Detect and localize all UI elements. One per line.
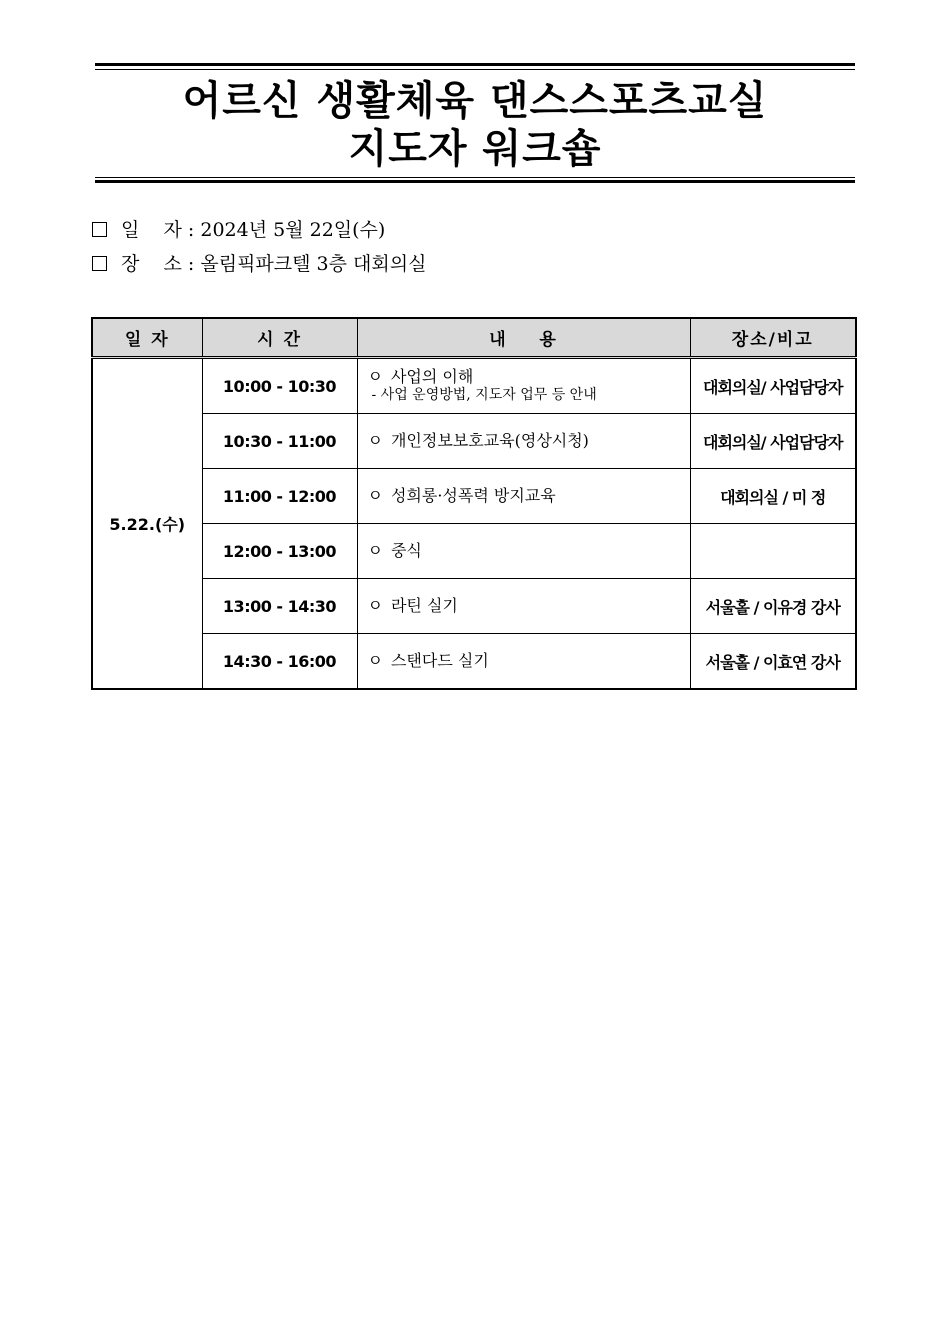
place-cell: 서울홀 / 이효연 강사 [690,634,856,690]
content-cell [357,634,690,690]
place-cell: 대회의실 / 미 정 [690,469,856,524]
table-row [92,358,856,414]
bullet-icon: ㅇ [367,367,383,386]
place-cell: 대회의실/ 사업담당자 [690,358,856,414]
content-text: 중식 [390,541,422,560]
header-date: 일 자 [92,318,202,358]
info-separator: : [187,253,195,275]
content-text: 개인정보보호교육(영상시청) [390,431,589,450]
bullet-icon: ㅇ [367,486,383,505]
content-cell [357,469,690,524]
title-block [95,63,855,185]
schedule-table [91,317,857,690]
bullet-icon: ㅇ [367,596,383,615]
table-row [92,524,856,579]
content-text: 사업의 이해 [390,367,474,386]
content-sub-text: - 사업 운영방법, 지도자 업무 등 안내 [371,387,597,403]
time-cell: 10:30 - 11:00 [202,414,357,469]
bullet-icon: ㅇ [367,651,383,670]
title-rule-top [95,63,855,66]
time-cell: 13:00 - 14:30 [202,579,357,634]
table-row [92,634,856,690]
table-row [92,579,856,634]
bullet-icon: ㅇ [367,431,383,450]
info-place [92,251,426,277]
place-cell: 대회의실/ 사업담당자 [690,414,856,469]
info-separator: : [187,219,195,241]
content-text: 스탠다드 실기 [390,651,489,670]
table-row [92,469,856,524]
bullet-icon: ㅇ [367,541,383,560]
checkbox-icon [92,256,107,271]
time-cell: 11:00 - 12:00 [202,469,357,524]
content-text: 라틴 실기 [390,596,458,615]
info-place-value: 올림픽파크텔 3층 대회의실 [200,253,427,275]
info-place-label: 장 소 [121,253,182,275]
page-title-line-1: 어르신 생활체육 댄스스포츠교실 [182,78,768,124]
info-date-value: 2024년 5월 22일(수) [200,219,386,241]
info-date [92,217,385,243]
content-text: 성희롱·성폭력 방지교육 [390,486,556,505]
header-time: 시 간 [202,318,357,358]
time-cell: 14:30 - 16:00 [202,634,357,690]
table-row [92,414,856,469]
checkbox-icon [92,222,107,237]
time-cell: 10:00 - 10:30 [202,358,357,414]
content-cell [357,414,690,469]
content-cell [357,579,690,634]
time-cell: 12:00 - 13:00 [202,524,357,579]
date-cell: 5.22.(수) [92,358,202,690]
info-date-label: 일 자 [121,219,182,241]
table-header-row [92,318,856,358]
header-place: 장소/비고 [690,318,856,358]
content-cell [357,358,690,414]
title-rule-bottom-thin [95,177,855,178]
title-rule-bottom [95,180,855,183]
place-cell [690,524,856,579]
title-rule-top-thin [95,69,855,70]
page-title-line-2: 지도자 워크숍 [348,126,602,172]
content-cell [357,524,690,579]
place-cell: 서울홀 / 이유경 강사 [690,579,856,634]
header-content: 내 용 [357,318,690,358]
